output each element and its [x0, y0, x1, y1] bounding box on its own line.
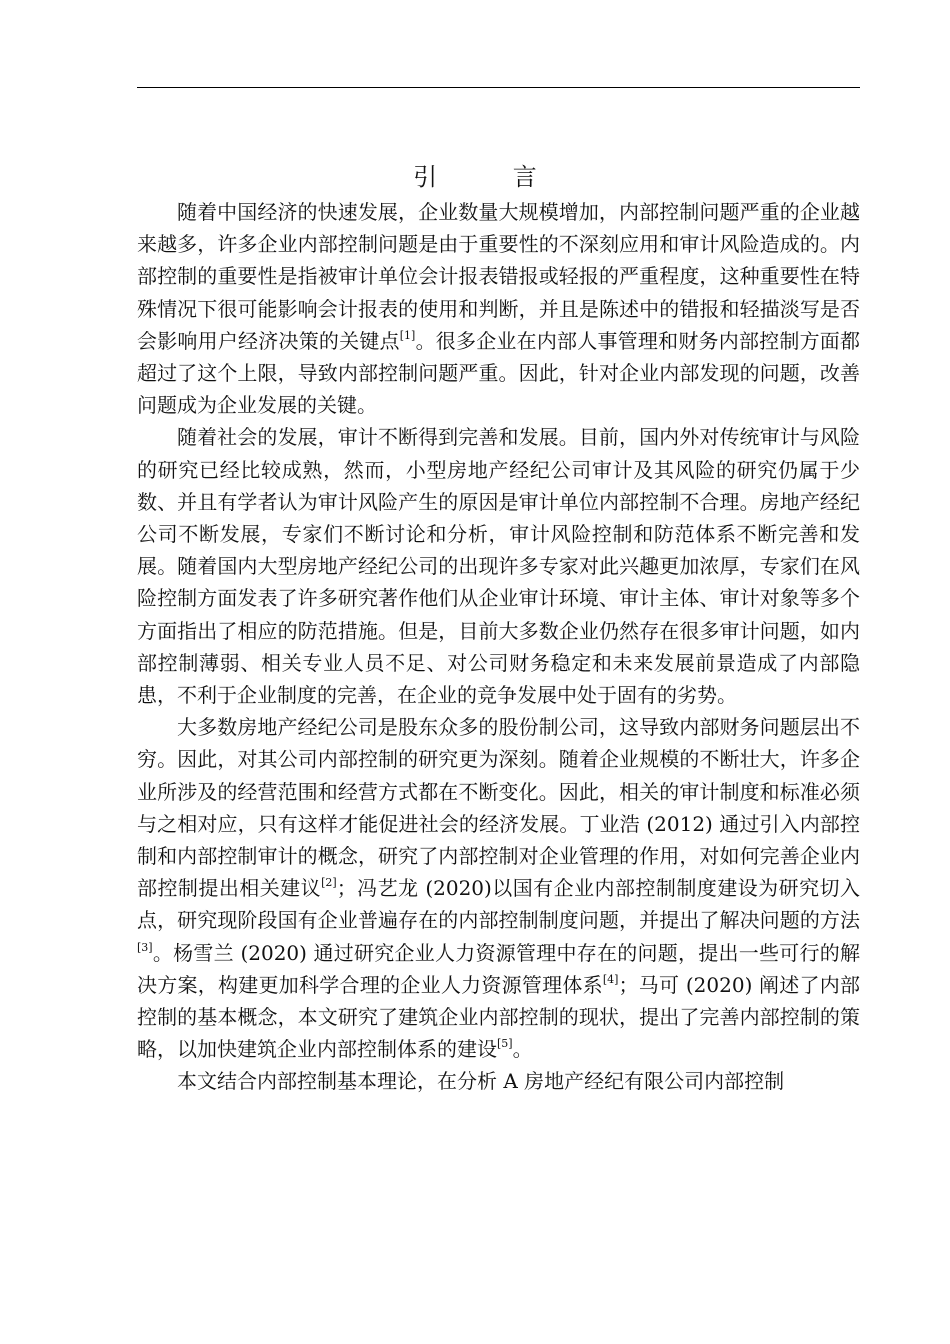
citation-ref-1: [1]: [399, 328, 416, 342]
paragraph-text: 随着中国经济的快速发展，企业数量大规模增加，内部控制问题严重的企业越来越多，许多企业内部控制问题是由于重要性的不深刻应用和审计风险造成的。内部控制的重要性是指被审计单位会计报表错报或轻报的严重程度，这种重要性在特殊情况下很可能影响会计报表的使用和判断，并且是陈述中的错报和轻描淡写是否会影响用户经济决策的关键点: [137, 200, 860, 353]
citation-ref-3: [3]: [137, 940, 153, 954]
paragraph-1: [137, 196, 860, 421]
citation-ref-2: [2]: [321, 876, 337, 890]
paragraph-text: 随着社会的发展，审计不断得到完善和发展。目前，国内外对传统审计与风险的研究已经比较成熟，然而，小型房地产经纪公司审计及其风险的研究仍属于少数、并且有学者认为审计风险产生的原因是审计单位内部控制不合理。房地产经纪公司不断发展，专家们不断讨论和分析，审计风险控制和防范体系不断完善和发展。随着国内大型房地产经纪公司的出现许多专家对此兴趣更加浓厚，专家们在风险控制方面发表了许多研究著作他们从企业审计环境、审计主体、审计对象等多个方面指出了相应的防范措施。但是，目前大多数企业仍然存在很多审计问题，如内部控制薄弱、相关专业人员不足、对公司财务稳定和未来发展前景造成了内部隐患，不利于企业制度的完善，在企业的竞争发展中处于固有的劣势。: [137, 425, 860, 708]
paragraph-text: 本文结合内部控制基本理论，在分析 A 房地产经纪有限公司内部控制: [177, 1069, 785, 1094]
header-rule: [137, 87, 860, 88]
body-text: [137, 196, 860, 1098]
paragraph-text: ；冯艺龙 (2020)以国有企业内部控制制度建设为研究切入点，研究现阶段国有企业普遍存在的内部控制制度问题，并提出了解决问题的方法: [137, 876, 860, 933]
page-title: 引 言: [413, 163, 571, 191]
paragraph-text: 大多数房地产经纪公司是股东众多的股份制公司，这导致内部财务问题层出不穷。因此，对其公司内部控制的研究更为深刻。随着企业规模的不断壮大，许多企业所涉及的经营范围和经营方式都在不断变化。因此，相关的审计制度和标准必须与之相对应，只有这样才能促进社会的经济发展。丁业浩 (2012) 通过引入内部控制和内部控制审计的概念，研究了内部控制对企业管理的作用，对如何完善企业内部控制提出相关建议: [137, 715, 860, 901]
citation-ref-4: [4]: [602, 972, 619, 986]
paragraph-text: ；马可 (2020) 阐述了内部控制的基本概念，本文研究了建筑企业内部控制的现状，提出了完善内部控制的策略，以加快建筑企业内部控制体系的建设: [137, 972, 861, 1062]
citation-ref-5: [5]: [497, 1037, 513, 1051]
paragraph-4: [137, 1065, 860, 1097]
paragraph-2: [137, 421, 860, 711]
paragraph-text: 。: [512, 1037, 533, 1062]
paragraph-text: 。杨雪兰 (2020) 通过研究企业人力资源管理中存在的问题，提出一些可行的解决方案，构建更加科学合理的企业人力资源管理体系: [137, 940, 860, 997]
paragraph-text: 。很多企业在内部人事管理和财务内部控制方面都超过了这个上限，导致内部控制问题严重。因此，针对企业内部发现的问题，改善问题成为企业发展的关键。: [137, 328, 861, 418]
paragraph-3: [137, 711, 860, 1065]
